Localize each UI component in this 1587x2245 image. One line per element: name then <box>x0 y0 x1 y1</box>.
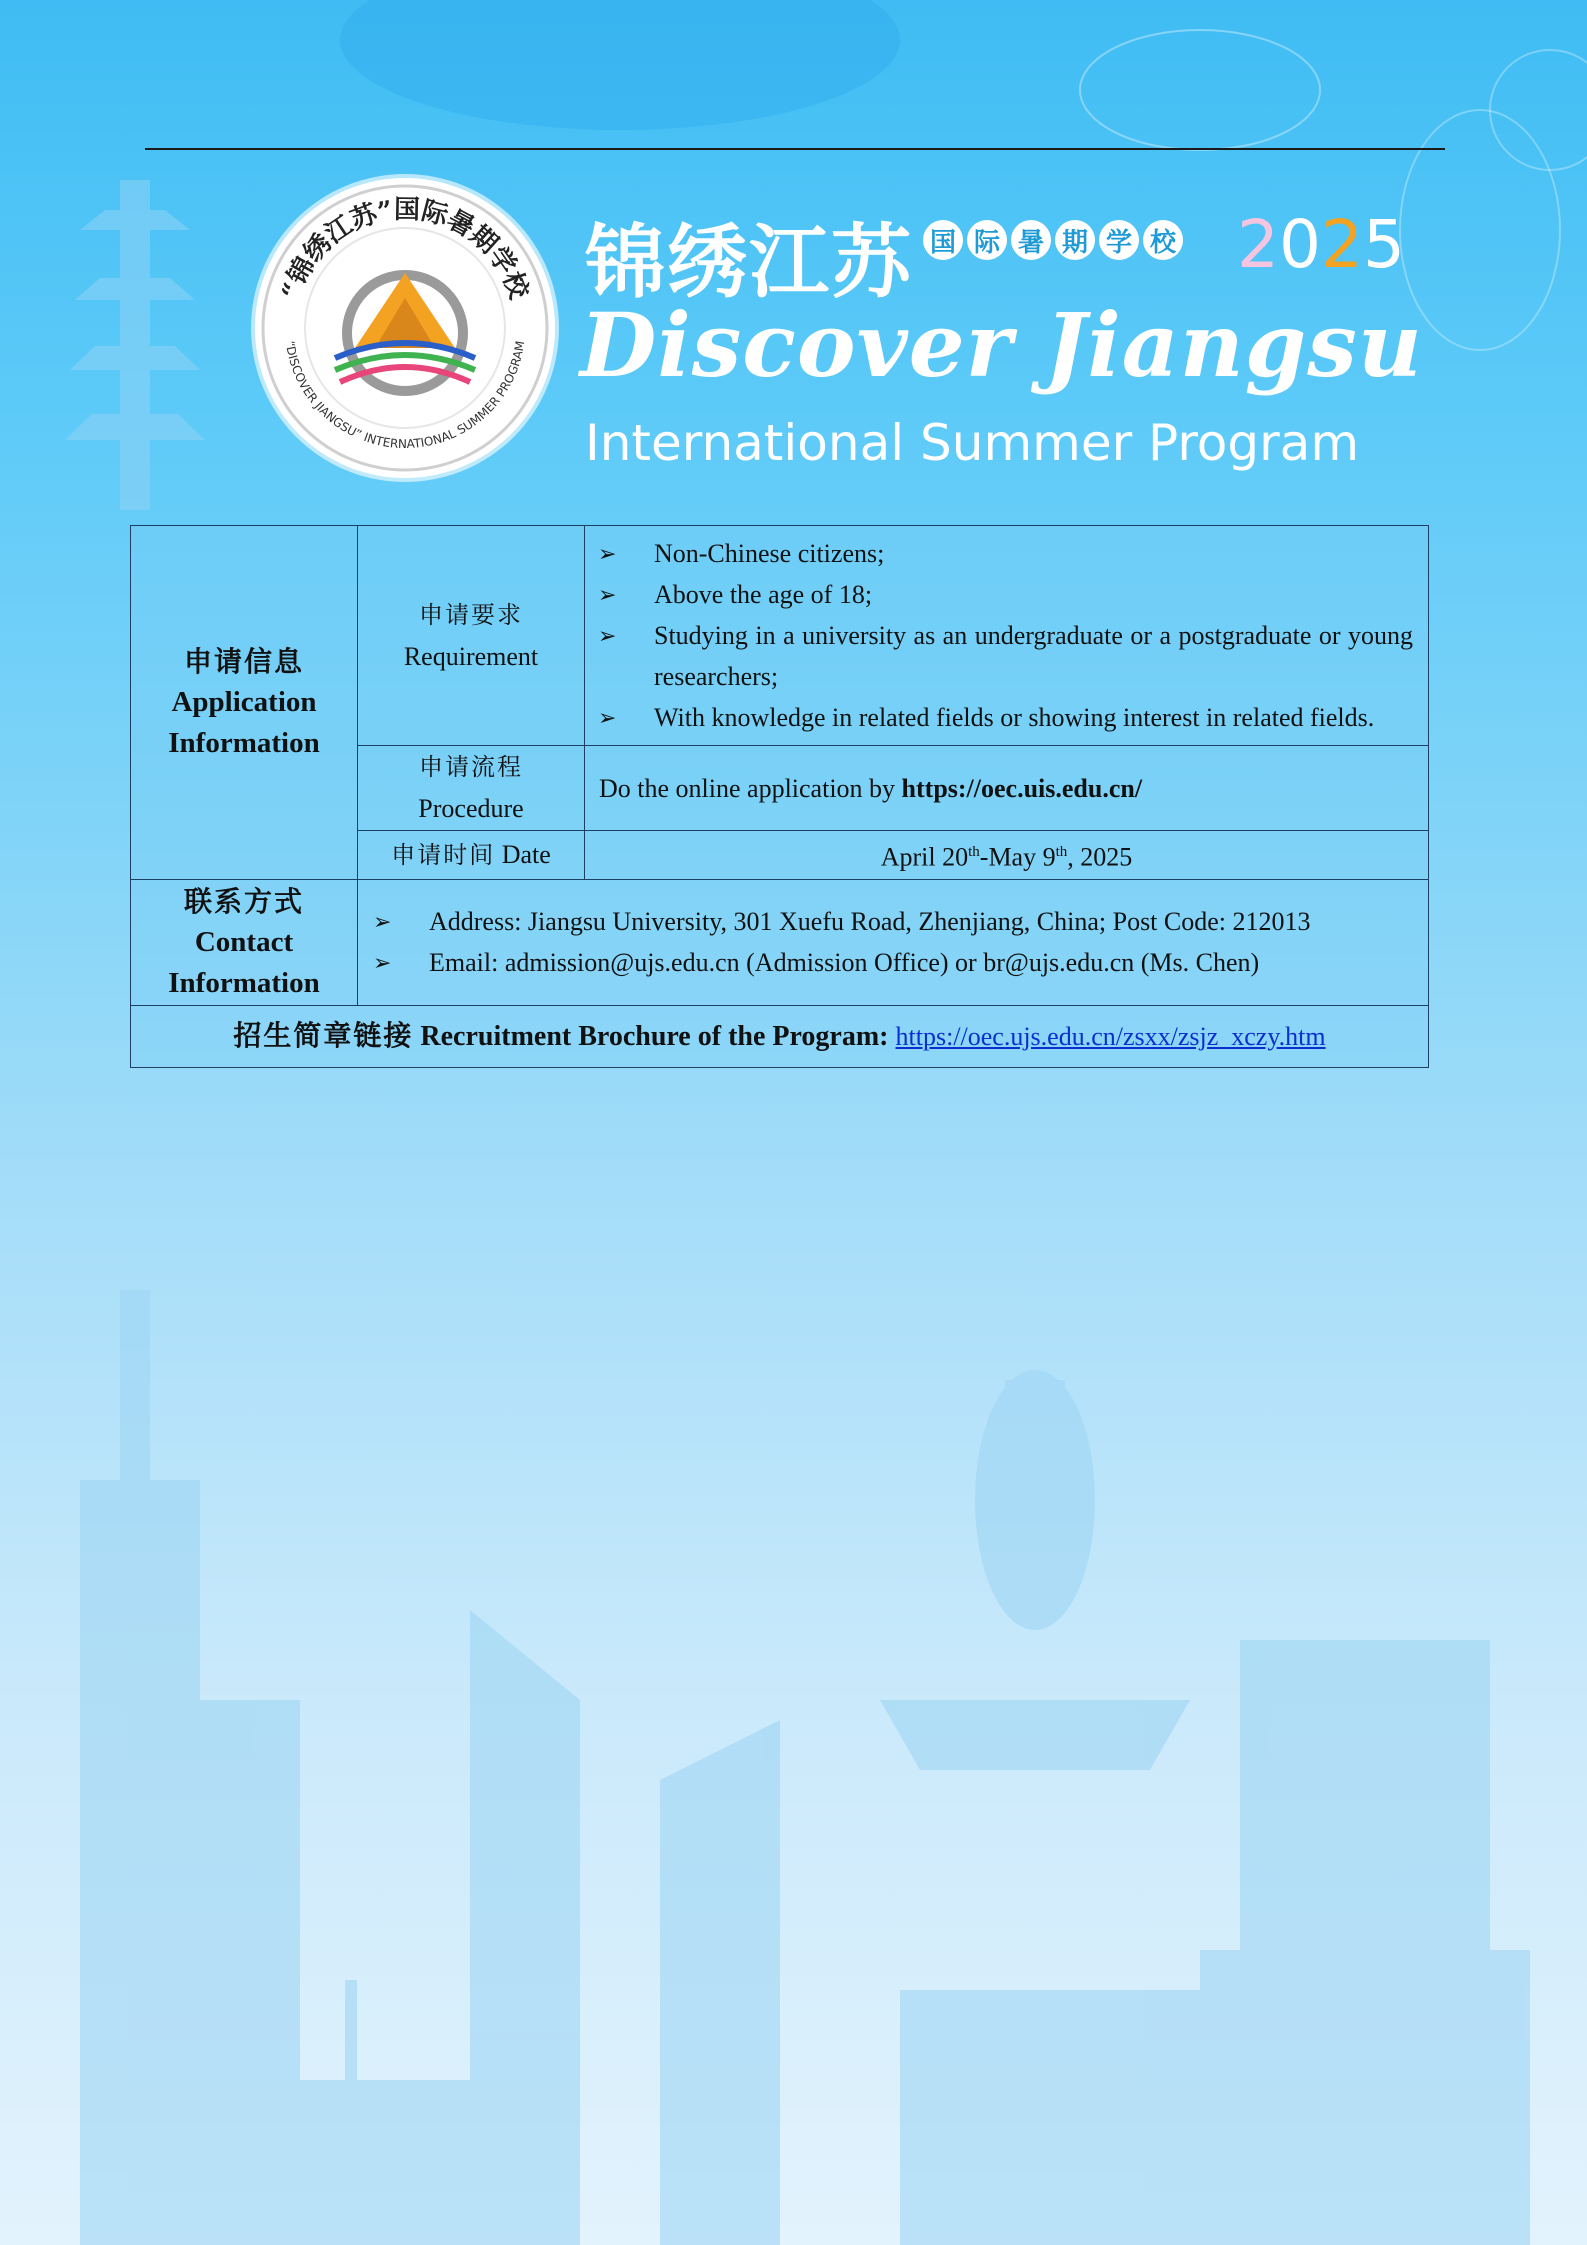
application-info-en1: Application <box>171 685 317 718</box>
requirement-list <box>586 527 1427 744</box>
banner-pill: 校 <box>1143 220 1183 260</box>
date-en: Date <box>501 839 551 869</box>
year-digit: 2 <box>1321 206 1363 283</box>
application-info-header <box>131 526 358 880</box>
requirement-text: With knowledge in related fields or showing interest in related fields. <box>654 703 1375 732</box>
banner-pill: 期 <box>1055 220 1095 260</box>
contact-list-cell <box>358 879 1429 1005</box>
table-row <box>131 879 1429 1005</box>
list-item <box>598 574 1413 615</box>
procedure-cn: 申请流程 <box>419 753 523 781</box>
banner-pill: 暑 <box>1011 220 1051 260</box>
brochure-en: Recruitment Brochure of the Program: <box>420 1020 889 1052</box>
banner-title-en: Discover Jiangsu <box>580 293 1423 397</box>
bullet-arrow-icon: ➢ <box>373 909 392 935</box>
brochure-cell <box>131 1005 1429 1067</box>
banner-pill: 际 <box>967 220 1007 260</box>
contact-en2: Information <box>168 966 320 999</box>
banner-pill: 国 <box>923 220 963 260</box>
procedure-link[interactable]: https://oec.uis.edu.cn/ <box>901 773 1143 803</box>
list-item <box>598 697 1413 738</box>
application-info-cn: 申请信息 <box>183 644 304 678</box>
requirement-en: Requirement <box>403 641 539 671</box>
logo-emblem-icon <box>255 178 555 478</box>
requirement-header <box>358 526 585 746</box>
date-header <box>358 831 585 880</box>
bullet-arrow-icon: ➢ <box>373 950 392 976</box>
application-info-en2: Information <box>168 726 320 759</box>
contact-info-header <box>131 879 358 1005</box>
svg-text:“锦绣江苏”国际暑期学校: “锦绣江苏”国际暑期学校 <box>276 194 534 304</box>
date-cn: 申请时间 <box>391 840 496 869</box>
banner-year <box>1237 206 1405 283</box>
procedure-en: Procedure <box>418 794 524 823</box>
application-info-table <box>130 525 1429 1068</box>
list-item <box>373 901 1413 942</box>
list-item <box>373 942 1413 983</box>
date-sup: th <box>968 844 980 860</box>
top-rule <box>145 148 1445 150</box>
brochure-link[interactable]: https://oec.ujs.edu.cn/zsxx/zsjz_xczy.htm <box>895 1021 1326 1051</box>
table-row <box>131 1005 1429 1067</box>
banner-title-cn: 锦绣江苏 <box>585 216 913 309</box>
bullet-arrow-icon: ➢ <box>598 541 617 566</box>
bullet-arrow-icon: ➢ <box>598 623 617 648</box>
contact-email[interactable]: Email: admission@ujs.edu.cn (Admission Office) or br@ujs.edu.cn (Ms. Chen) <box>429 948 1260 978</box>
date-part: -May 9 <box>979 842 1056 872</box>
procedure-text: Do the online application by <box>599 773 896 803</box>
requirement-text: Above the age of 18; <box>654 580 873 609</box>
contact-en1: Contact <box>194 925 294 958</box>
procedure-cell <box>585 746 1429 831</box>
date-part: April 20 <box>880 842 969 872</box>
procedure-header <box>358 746 585 831</box>
bullet-arrow-icon: ➢ <box>598 582 617 607</box>
banner-pill-row <box>923 220 1183 260</box>
banner-pill: 学 <box>1099 220 1139 260</box>
contact-list <box>359 891 1427 993</box>
banner-subtitle: International Summer Program <box>585 414 1360 472</box>
list-item <box>598 533 1413 574</box>
bullet-arrow-icon: ➢ <box>598 705 617 730</box>
brochure-cn: 招生简章链接 <box>233 1018 414 1052</box>
svg-text:“DISCOVER JIANGSU” INTERNATION: “DISCOVER JIANGSU” INTERNATIONAL SUMMER PROGRAM <box>282 339 528 452</box>
requirement-cn: 申请要求 <box>419 600 523 629</box>
contact-address: Address: Jiangsu University, 301 Xuefu Road, Zhenjiang, China; Post Code: 212013 <box>429 907 1311 937</box>
table-row <box>131 526 1429 746</box>
contact-cn: 联系方式 <box>183 884 304 918</box>
date-cell <box>585 831 1429 880</box>
requirement-text: Studying in a university as an undergraduate or a postgraduate or young researchers; <box>654 621 1413 691</box>
year-digit: 0 <box>1279 206 1321 283</box>
requirement-text: Non-Chinese citizens; <box>654 539 885 568</box>
year-digit: 2 <box>1237 206 1279 283</box>
date-sup: th <box>1055 844 1068 860</box>
requirement-list-cell <box>585 526 1429 746</box>
date-part: , 2025 <box>1067 842 1133 872</box>
program-logo <box>255 178 555 478</box>
year-digit: 5 <box>1363 206 1405 283</box>
list-item <box>598 615 1413 697</box>
